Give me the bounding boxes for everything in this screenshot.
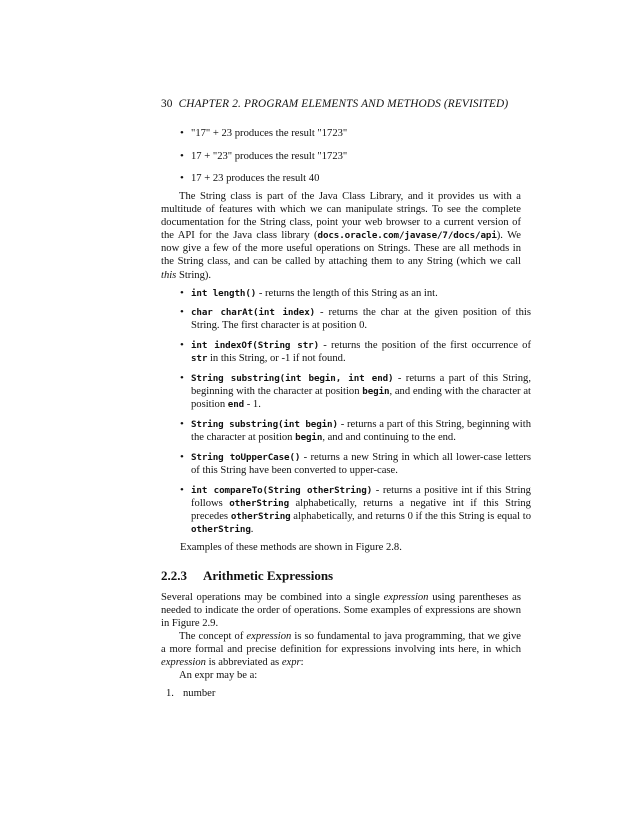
chapter-title: CHAPTER 2. PROGRAM ELEMENTS AND METHODS (REVISITED): [178, 98, 509, 110]
paragraph: An expr may be a:: [179, 670, 258, 681]
document-page: 30 CHAPTER 2. PROGRAM ELEMENTS AND METHODS (REVISITED) • "17" + 23 produces the result "1723" • 17 + "23" produces the result "1723" • 17 + 23 produces the result 40 The String class is part of the Java Class Library, and it provides us with a multitude of features with which we can manipulate strings. To see the complete documentation for the String class, point your web browser to a current version of the API for the Java class library (docs.oracle.com/javase/7/docs/api). We now give a few of the more useful operations on Strings. These are all methods in the String class, and can be called by attaching them to any String (which we call this String). • int length() - returns the length of this String as an int. • char charAt(int index) - returns the char at the given position of this String. The first character is at position 0. • int indexOf(String str) - returns the position of the first occurrence of str in this String, or -1 if not found. • String substring(int begin, int end) - returns a part of this String, beginning with the character at position begin, and ending with the character at position end - 1. • String substring(int begin) - returns a part of this String, beginning with the character at position begin, and and continuing to the end. • String toUpperCase() - returns a new String in which all lower-case letters of this String have been converted to upper-case. • int compareTo(String otherString) - returns a positive int if this String follows otherString alphabetically, returns a negative int if this String precedes otherString alphabetically, and returns 0 if the this String is equal to otherString. Examples of these methods are shown in Figure 2.8. 2.2.3 Arithmetic Expressions Several operations may be combined into a single expression using parentheses as needed to indicate the order of operations. Some examples of expressions are shown in Figure 2.9. The concept of expression is so fundamental to java programming, that we give a more formal and precise definition for expressions involving ints here, in which expression is abbreviated as expr: An expr may be a: 1. number: [161, 98, 532, 699]
examples-line: Examples of these methods are shown in Figure 2.8.: [180, 542, 402, 553]
bullet-icon: •: [180, 306, 184, 318]
api-url: docs.oracle.com/javase/7/docs/api: [317, 230, 497, 242]
bullet-icon: •: [180, 339, 184, 351]
bullet-icon: •: [180, 172, 184, 184]
bullet-icon: •: [180, 372, 184, 384]
bullet-icon: •: [180, 150, 184, 162]
section-heading: [161, 568, 521, 584]
running-header: [161, 98, 521, 110]
bullet-icon: •: [180, 287, 184, 299]
paragraph: The concept of expression is so fundamental to java programming, that we give a more formal and precise definition for expressions involving ints here, in which expression is abbreviated as expr:: [161, 631, 521, 669]
section-title: Arithmetic Expressions: [203, 568, 334, 583]
paragraph: Several operations may be combined into a single expression using parentheses as needed to indicate the order of operations. Some examples of expressions are shown in Figure 2.9.: [161, 592, 521, 630]
page-number: 30: [161, 98, 173, 110]
bullet-icon: •: [180, 451, 184, 463]
bullet-icon: •: [180, 127, 184, 139]
section-number: 2.2.3: [161, 568, 187, 583]
intro-paragraph: The String class is part of the Java Class Library, and it provides us with a multitude of features with which we can manipulate strings. To see the complete documentation for the String class, point your web browser to a current version of the API for the Java class library (docs.oracle.com/javase/7/docs/api). We now give a few of the more useful operations on Strings. These are all methods in the String class, and can be called by attaching them to any String (which we call this String).: [161, 191, 521, 281]
bullet-icon: •: [180, 418, 184, 430]
bullet-icon: •: [180, 484, 184, 496]
